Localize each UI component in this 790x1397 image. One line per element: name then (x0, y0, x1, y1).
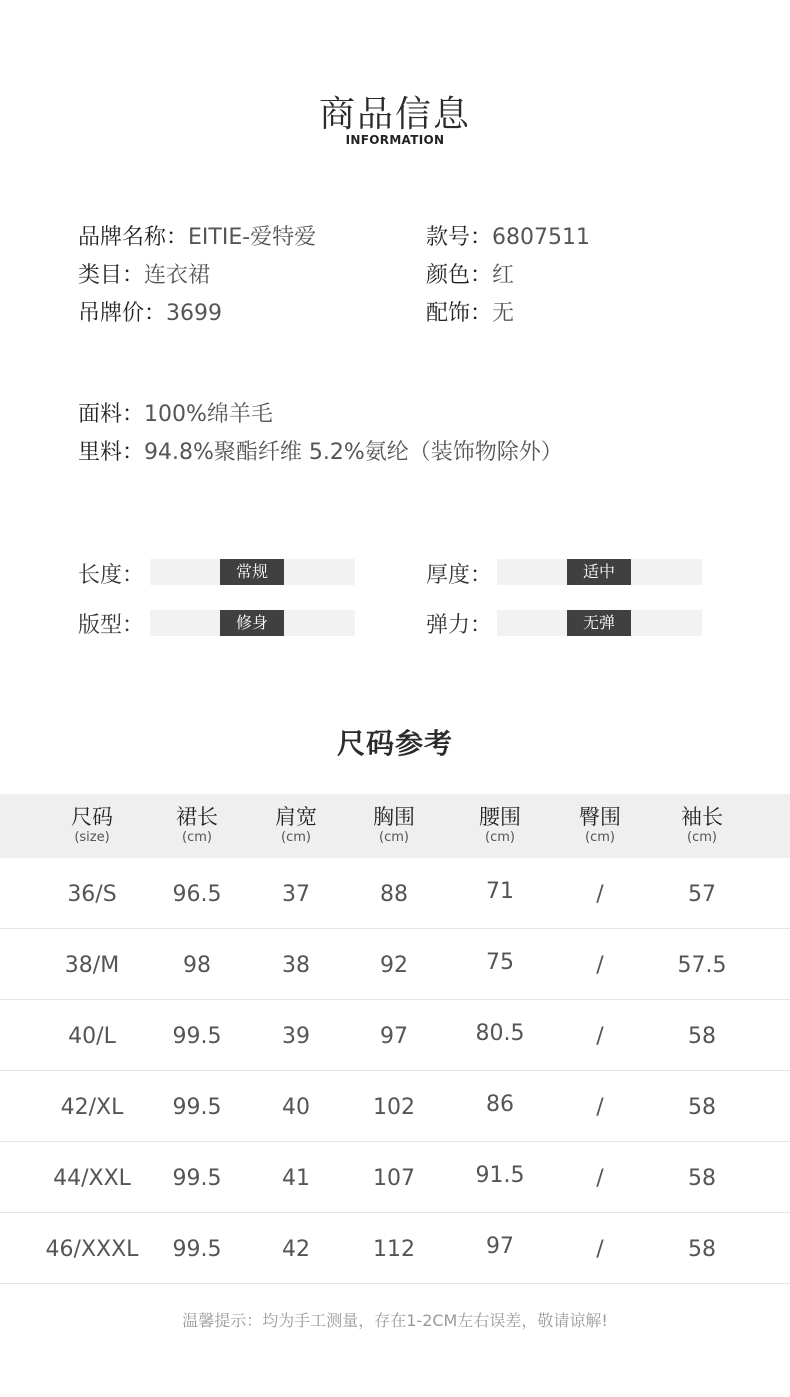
size-label-cell: 42/XL (60, 1095, 124, 1120)
info-accessory-key: 配饰： (426, 301, 493, 326)
info-category-key: 类目： (78, 263, 145, 288)
table-cell: 91.5 (475, 1163, 525, 1188)
material-fabric-key: 面料： (78, 402, 145, 427)
table-cell: 57.5 (677, 953, 727, 978)
column-header-unit: (cm) (281, 830, 311, 845)
info-color (426, 257, 514, 295)
column-header-unit: (cm) (182, 830, 212, 845)
size-label-cell: 44/XXL (53, 1166, 131, 1191)
table-cell: 88 (380, 882, 408, 907)
table-cell: 71 (486, 879, 514, 904)
info-price (78, 295, 222, 333)
column-header (142, 804, 252, 846)
size-table-header (0, 794, 790, 858)
column-header-unit: (cm) (379, 830, 409, 845)
info-accessory-value: 无 (492, 301, 515, 326)
table-cell: 112 (373, 1237, 415, 1262)
table-cell: 38 (282, 953, 310, 978)
table-cell: 58 (688, 1237, 716, 1262)
info-brand-value: EITIE-爱特爱 (188, 225, 317, 250)
table-cell: 107 (373, 1166, 415, 1191)
info-accessory (426, 295, 514, 333)
table-cell: / (596, 1095, 604, 1120)
info-category (78, 257, 210, 295)
attr-elasticity-label: 弹力： (426, 613, 493, 638)
attr-fit-bar (150, 610, 355, 636)
column-header-name: 裙长 (176, 805, 218, 829)
column-header-name: 臀围 (579, 805, 621, 829)
size-label-cell: 46/XXXL (45, 1237, 139, 1262)
info-style-no-value: 6807511 (492, 225, 590, 250)
info-color-value: 红 (492, 263, 515, 288)
material-fabric-value: 100%绵羊毛 (144, 402, 273, 427)
table-cell: 102 (373, 1095, 415, 1120)
attr-fit-label: 版型： (78, 613, 145, 638)
column-header (647, 804, 757, 846)
table-cell: / (596, 1024, 604, 1049)
column-header (339, 804, 449, 846)
material-lining-value: 94.8%聚酯纤维 5.2%氨纶（装饰物除外） (144, 440, 563, 465)
info-price-key: 吊牌价： (78, 301, 167, 326)
table-cell: 42 (282, 1237, 310, 1262)
column-header-name: 袖长 (681, 805, 723, 829)
attr-fit-tag: 修身 (220, 610, 284, 636)
table-row (0, 1213, 790, 1284)
page-title: 商品信息 (318, 94, 471, 135)
table-cell: 58 (688, 1095, 716, 1120)
table-row (0, 858, 790, 929)
table-cell: 37 (282, 882, 310, 907)
table-cell: 40 (282, 1095, 310, 1120)
attr-thickness-tag: 适中 (567, 559, 631, 585)
column-header-name: 尺码 (71, 805, 113, 829)
attr-thickness-label: 厚度： (426, 563, 493, 588)
table-cell: 99.5 (172, 1237, 222, 1262)
column-header (37, 804, 147, 846)
table-cell: 97 (486, 1234, 514, 1259)
footer-note: 温馨提示：均为手工测量，存在1-2CM左右误差，敬请谅解! (182, 1311, 608, 1330)
attr-elasticity-tag: 无弹 (567, 610, 631, 636)
attr-length-tag: 常规 (220, 559, 284, 585)
attr-length-bar (150, 559, 355, 585)
info-style-no-key: 款号： (426, 225, 493, 250)
table-cell: 75 (486, 950, 514, 975)
column-header-name: 胸围 (373, 805, 415, 829)
column-header-unit: (cm) (485, 830, 515, 845)
table-cell: 97 (380, 1024, 408, 1049)
table-cell: 99.5 (172, 1095, 222, 1120)
info-category-value: 连衣裙 (144, 263, 211, 288)
info-price-value: 3699 (166, 301, 223, 326)
table-cell: / (596, 953, 604, 978)
info-color-key: 颜色： (426, 263, 493, 288)
attr-thickness-bar (497, 559, 702, 585)
column-header-unit: (size) (74, 830, 110, 845)
table-cell: 86 (486, 1092, 514, 1117)
table-row (0, 1142, 790, 1213)
column-header-unit: (cm) (585, 830, 615, 845)
size-label-cell: 40/L (68, 1024, 116, 1049)
table-cell: 58 (688, 1166, 716, 1191)
table-row (0, 1071, 790, 1142)
column-header-name: 腰围 (479, 805, 521, 829)
column-header-unit: (cm) (687, 830, 717, 845)
table-cell: 39 (282, 1024, 310, 1049)
column-header (545, 804, 655, 846)
info-brand (78, 219, 316, 257)
table-cell: 92 (380, 953, 408, 978)
column-header-name: 肩宽 (275, 805, 317, 829)
table-cell: 80.5 (475, 1021, 525, 1046)
page-subtitle: INFORMATION (345, 133, 445, 147)
table-cell: 99.5 (172, 1024, 222, 1049)
size-label-cell: 38/M (64, 953, 120, 978)
material-lining-key: 里料： (78, 440, 145, 465)
column-header (241, 804, 351, 846)
table-cell: 57 (688, 882, 716, 907)
table-cell: / (596, 1166, 604, 1191)
table-cell: 96.5 (172, 882, 222, 907)
table-row (0, 1000, 790, 1071)
table-row (0, 929, 790, 1000)
table-cell: 99.5 (172, 1166, 222, 1191)
table-cell: 98 (183, 953, 211, 978)
info-brand-key: 品牌名称： (78, 225, 189, 250)
attr-length-label: 长度： (78, 563, 145, 588)
table-cell: 58 (688, 1024, 716, 1049)
table-cell: / (596, 1237, 604, 1262)
material-lining (78, 434, 563, 472)
size-label-cell: 36/S (67, 882, 117, 907)
table-cell: / (596, 882, 604, 907)
material-fabric (78, 396, 273, 434)
attr-elasticity-bar (497, 610, 702, 636)
size-chart-title: 尺码参考 (336, 727, 453, 760)
column-header (445, 804, 555, 846)
info-style-no (426, 219, 590, 257)
table-cell: 41 (282, 1166, 310, 1191)
